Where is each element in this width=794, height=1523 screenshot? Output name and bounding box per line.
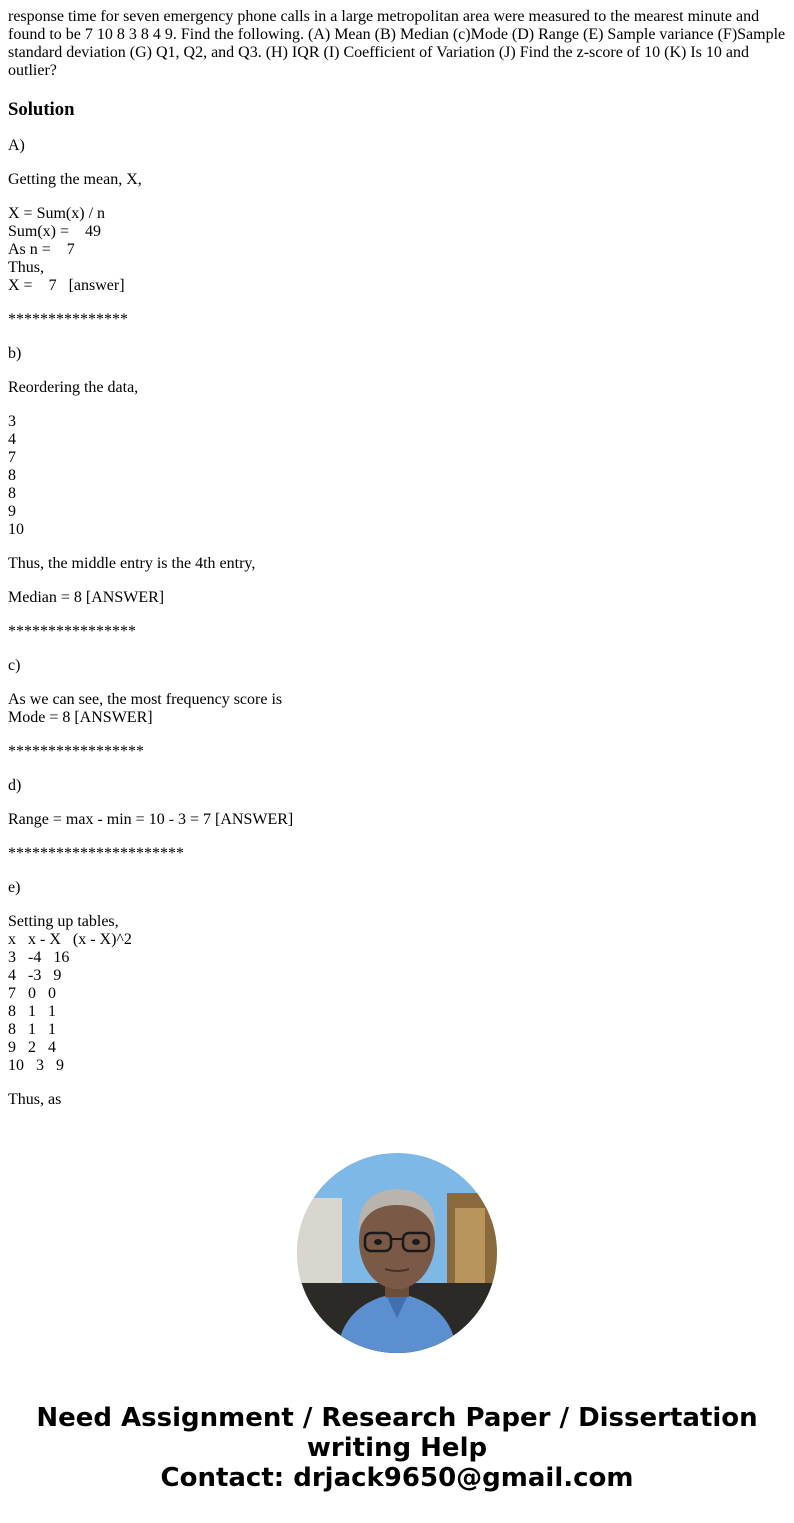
solution-line: Range = max - min = 10 - 3 = 7 [ANSWER] bbox=[8, 811, 294, 828]
solution-line: c) bbox=[8, 657, 21, 674]
solution-line: 9 2 4 bbox=[8, 1039, 56, 1056]
solution-line: 8 bbox=[8, 485, 16, 502]
solution-line: ********************** bbox=[8, 845, 184, 862]
solution-line: As we can see, the most frequency score is bbox=[8, 691, 283, 708]
footer-banner bbox=[0, 1403, 794, 1493]
solution-line: As n = 7 bbox=[8, 241, 75, 258]
solution-paragraph bbox=[8, 205, 788, 295]
solution-paragraph bbox=[8, 311, 788, 329]
solution-paragraph bbox=[8, 413, 788, 539]
solution-line: Setting up tables, bbox=[8, 913, 119, 930]
solution-line: 7 bbox=[8, 449, 16, 466]
solution-heading: Solution bbox=[8, 99, 75, 120]
solution-line: Reordering the data, bbox=[8, 379, 139, 396]
solution-line: **************** bbox=[8, 623, 136, 640]
question-text: response time for seven emergency phone calls in a large metropolitan area were measured to the mearest minute and found to be 7 10 8 3 8 4 9. Find the following. (A) Mean (B) Median (c)Mode (D) Range (E) Sample variance (F)Sample standard deviation (G) Q1, Q2, and Q3. (H) IQR (I) Coefficient of Variation (J) Find the z-score of 10 (K) Is 10 and outlier? bbox=[8, 8, 786, 79]
solution-line: X = 7 [answer] bbox=[8, 277, 125, 294]
solution-paragraph bbox=[8, 379, 788, 397]
solution-paragraph bbox=[8, 1091, 788, 1109]
solution-paragraph bbox=[8, 657, 788, 675]
solution-line: 3 -4 16 bbox=[8, 949, 70, 966]
solution-line: *************** bbox=[8, 311, 128, 328]
solution-line: 3 bbox=[8, 413, 16, 430]
solution-line: ***************** bbox=[8, 743, 144, 760]
solution-line: 7 0 0 bbox=[8, 985, 56, 1002]
solution-paragraph bbox=[8, 171, 788, 189]
solution-paragraph bbox=[8, 811, 788, 829]
solution-line: 8 1 1 bbox=[8, 1021, 56, 1038]
solution-line: Sum(x) = 49 bbox=[8, 223, 102, 240]
solution-line: d) bbox=[8, 777, 22, 794]
solution-line: 9 bbox=[8, 503, 16, 520]
author-photo-image bbox=[297, 1153, 497, 1353]
solution-line: Median = 8 [ANSWER] bbox=[8, 589, 165, 606]
solution-paragraph bbox=[8, 691, 788, 727]
solution-paragraph bbox=[8, 623, 788, 641]
footer-line-2: writing Help bbox=[306, 1433, 488, 1463]
solution-line: Thus, bbox=[8, 259, 44, 276]
solution-paragraph bbox=[8, 913, 788, 1075]
solution-body bbox=[8, 137, 788, 1109]
solution-paragraph bbox=[8, 777, 788, 795]
solution-paragraph bbox=[8, 137, 788, 155]
solution-paragraph bbox=[8, 845, 788, 863]
solution-line: 4 bbox=[8, 431, 16, 448]
solution-paragraph bbox=[8, 879, 788, 897]
solution-line: A) bbox=[8, 137, 25, 154]
solution-line: Thus, as bbox=[8, 1091, 62, 1108]
solution-line: Mode = 8 [ANSWER] bbox=[8, 709, 153, 726]
solution-line: b) bbox=[8, 345, 22, 362]
solution-line: X = Sum(x) / n bbox=[8, 205, 106, 222]
footer-line-1: Need Assignment / Research Paper / Dissertation bbox=[36, 1403, 758, 1433]
solution-line: Getting the mean, X, bbox=[8, 171, 142, 188]
solution-paragraph bbox=[8, 555, 788, 573]
solution-line: 8 bbox=[8, 467, 16, 484]
solution-line: 8 1 1 bbox=[8, 1003, 56, 1020]
solution-paragraph bbox=[8, 345, 788, 363]
solution-line: 4 -3 9 bbox=[8, 967, 62, 984]
document-body bbox=[8, 8, 788, 1109]
solution-paragraph bbox=[8, 743, 788, 761]
solution-paragraph bbox=[8, 589, 788, 607]
solution-line: Thus, the middle entry is the 4th entry, bbox=[8, 555, 256, 572]
author-photo bbox=[297, 1153, 497, 1353]
solution-line: 10 3 9 bbox=[8, 1057, 64, 1074]
solution-line: x x - X (x - X)^2 bbox=[8, 931, 132, 948]
footer-contact: Contact: drjack9650@gmail.com bbox=[160, 1463, 634, 1493]
solution-line: e) bbox=[8, 879, 21, 896]
solution-line: 10 bbox=[8, 521, 24, 538]
